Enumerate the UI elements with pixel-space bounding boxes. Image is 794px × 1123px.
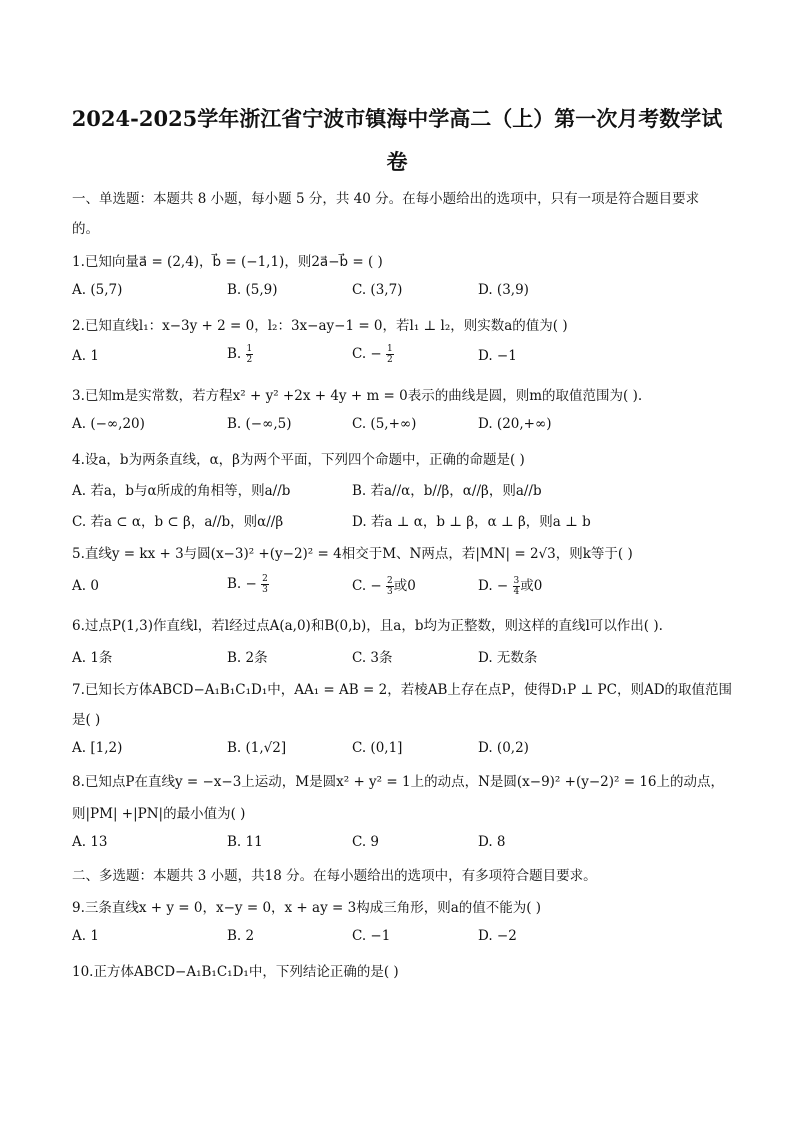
question-10: 10.正方体ABCD−A₁B₁C₁D₁中，下列结论正确的是( ) (72, 964, 399, 980)
q1-option-c: C. (3,7) (352, 282, 403, 298)
q6-option-a: A. 1条 (72, 650, 113, 666)
question-6: 6.过点P(1,3)作直线l，若l经过点A(a,0)和B(0,b)，且a，b均为正整数，则这样的直线l可以作出( ). (72, 618, 663, 634)
q8-option-a: A. 13 (72, 834, 108, 850)
q2-option-d: D. −1 (478, 348, 517, 364)
q2-option-c-fraction: $\frac{1}{2}$ (387, 344, 393, 365)
q3-option-d: D. (20,+∞) (478, 416, 552, 432)
q5-option-d-fraction: $\frac{3}{4}$ (513, 576, 520, 597)
q9-option-b: B. 2 (227, 928, 255, 944)
q5-option-c: C. − $\frac{2}{3}$ 或0 (352, 576, 416, 597)
question-7-line1: 7.已知长方体ABCD−A₁B₁C₁D₁中，AA₁ = AB = 2，若棱AB上存在点P，使得D₁P ⊥ PC，则AD的取值范围 (72, 682, 733, 698)
section-1-desc-line1: 本题共 8 小题，每小题 5 分，共 40 分。在每小题给出的选项中，只有一项是符合题目要求 (153, 191, 700, 207)
q2-option-b: B. $\frac{1}{2}$ (227, 344, 253, 365)
question-4: 4.设a，b为两条直线，α，β为两个平面，下列四个命题中，正确的命题是( ) (72, 452, 525, 468)
question-1: 1.已知向量a⃗ = (2,4)，b⃗ = (−1,1)，则2a⃗−b⃗ = ( ) (72, 254, 383, 270)
q7-option-b: B. (1,√2] (227, 740, 287, 756)
q2-option-b-fraction: $\frac{1}{2}$ (246, 344, 253, 365)
q9-option-c: C. −1 (352, 928, 391, 944)
q9-option-a: A. 1 (72, 928, 99, 944)
section-1-header (72, 187, 699, 207)
section-2-title: 二、多选题： (72, 868, 153, 884)
q3-option-c: C. (5,+∞) (352, 416, 417, 432)
q4-option-c: C. 若a ⊂ α，b ⊂ β，a//b，则α//β (72, 514, 284, 530)
question-7-line2: 是( ) (72, 712, 101, 728)
q8-option-c: C. 9 (352, 834, 380, 850)
question-8-line1: 8.已知点P在直线y = −x−3上运动，M是圆x² + y² = 1上的动点，N是圆(x−9)² +(y−2)² = 16上的动点， (72, 774, 724, 790)
q1-option-d: D. (3,9) (478, 282, 529, 298)
q3-option-b: B. (−∞,5) (227, 416, 292, 432)
question-8-line2: 则|PM| +|PN|的最小值为( ) (72, 806, 246, 822)
q5-option-b-fraction: $\frac{2}{3}$ (262, 574, 268, 595)
question-5: 5.直线y = kx + 3与圆(x−3)² +(y−2)² = 4相交于M、N两点，若|MN| = 2√3，则k等于( ) (72, 546, 633, 562)
q8-option-b: B. 11 (227, 834, 263, 850)
question-2: 2.已知直线l₁：x−3y + 2 = 0，l₂：3x−ay−1 = 0，若l₁ ⊥ l₂，则实数a的值为( ) (72, 318, 568, 334)
section-1-desc-line2: 的。 (72, 221, 99, 237)
question-9: 9.三条直线x + y = 0，x−y = 0，x + ay = 3构成三角形，则a的值不能为( ) (72, 900, 542, 916)
q4-option-a: A. 若a，b与α所成的角相等，则a//b (72, 483, 291, 499)
q9-option-d: D. −2 (478, 928, 517, 944)
q2-option-a: A. 1 (72, 348, 99, 364)
q1-option-a: A. (5,7) (72, 282, 123, 298)
section-2-desc: 本题共 3 小题，共18 分。在每小题给出的选项中，有多项符合题目要求。 (153, 868, 597, 884)
q4-option-b: B. 若a//α，b//β，α//β，则a//b (352, 483, 542, 499)
q5-option-c-fraction: $\frac{2}{3}$ (387, 576, 393, 597)
q5-option-d: D. − $\frac{3}{4}$ 或0 (478, 576, 543, 597)
q6-option-d: D. 无数条 (478, 650, 538, 666)
question-3: 3.已知m是实常数，若方程x² + y² +2x + 4y + m = 0表示的曲线是圆，则m的取值范围为( ). (72, 388, 643, 404)
q4-option-d: D. 若a ⊥ α，b ⊥ β，α ⊥ β，则a ⊥ b (352, 514, 591, 530)
q5-option-a: A. 0 (72, 578, 99, 594)
q7-option-c: C. (0,1] (352, 740, 403, 756)
exam-title-line1: 2024-2025学年浙江省宁波市镇海中学高二（上）第一次月考数学试 (71, 106, 723, 131)
exam-title-line2: 卷 (386, 149, 408, 174)
q3-option-a: A. (−∞,20) (72, 416, 145, 432)
q1-option-b: B. (5,9) (227, 282, 278, 298)
q6-option-b: B. 2条 (227, 650, 268, 666)
q2-option-c: C. − $\frac{1}{2}$ (352, 344, 393, 365)
q7-option-d: D. (0,2) (478, 740, 529, 756)
section-2-header (72, 864, 597, 884)
q8-option-d: D. 8 (478, 834, 506, 850)
q6-option-c: C. 3条 (352, 650, 393, 666)
section-1-title: 一、单选题： (72, 191, 153, 207)
q7-option-a: A. [1,2) (72, 740, 123, 756)
q5-option-b: B. − $\frac{2}{3}$ (227, 574, 268, 595)
